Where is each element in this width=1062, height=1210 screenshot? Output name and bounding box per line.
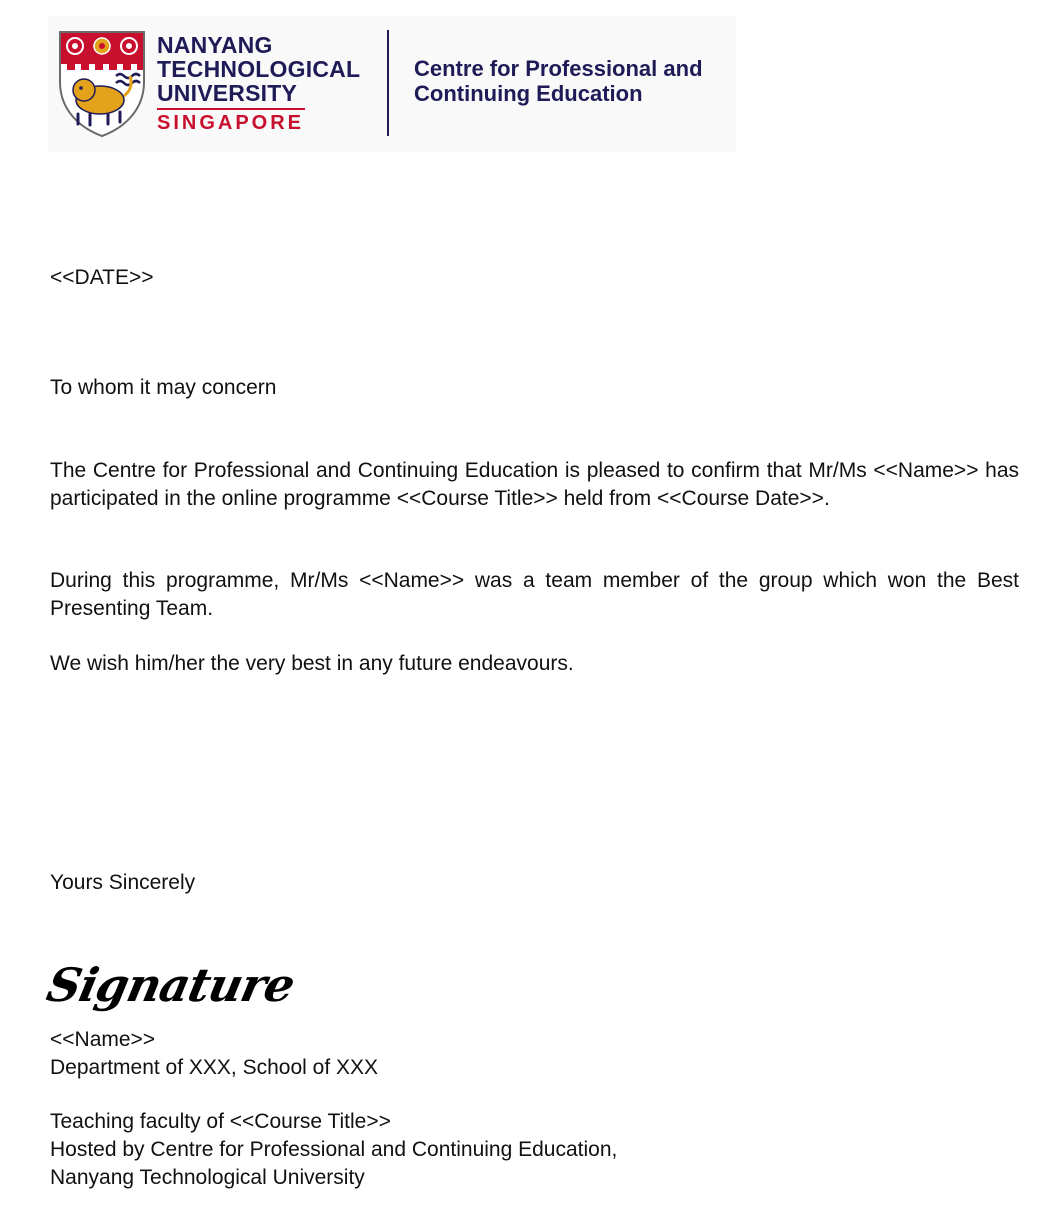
university-name [157, 33, 360, 105]
country-rule [157, 108, 305, 110]
centre-name-line-2: Continuing Education [414, 81, 643, 106]
body-paragraph-1: The Centre for Professional and Continuing Education is pleased to confirm that Mr/Ms <<Name>> has participated in the online programme <<Course Title>> held from <<Course Date>>. [50, 459, 1019, 510]
university-country: SINGAPORE [157, 112, 305, 134]
letterhead [48, 16, 736, 152]
ntu-crest-logo [58, 30, 146, 138]
centre-name-line-1: Centre for Professional and [414, 56, 703, 81]
university-name-line-3: UNIVERSITY [157, 80, 298, 106]
body-paragraph-2: During this programme, Mr/Ms <<Name>> was a team member of the group which won the Best Presenting Team. [50, 569, 1019, 620]
centre-name [414, 56, 703, 106]
university-name-line-2: TECHNOLOGICAL [157, 56, 361, 82]
signatory-department: Department of XXX, School of XXX [50, 1056, 379, 1079]
signatory-name: <<Name>> [50, 1028, 156, 1051]
closing: Yours Sincerely [50, 871, 196, 894]
letterhead-divider [387, 30, 389, 136]
salutation: To whom it may concern [50, 376, 277, 399]
signature: Signature [42, 958, 300, 1012]
teaching-faculty-line: Teaching faculty of <<Course Title>> [50, 1110, 391, 1133]
body-paragraph-3: We wish him/her the very best in any future endeavours. [50, 652, 574, 675]
university-name-line-1: NANYANG [157, 32, 273, 58]
university-line: Nanyang Technological University [50, 1166, 365, 1189]
hosted-by-line: Hosted by Centre for Professional and Continuing Education, [50, 1138, 618, 1161]
letter-date: <<DATE>> [50, 266, 154, 289]
